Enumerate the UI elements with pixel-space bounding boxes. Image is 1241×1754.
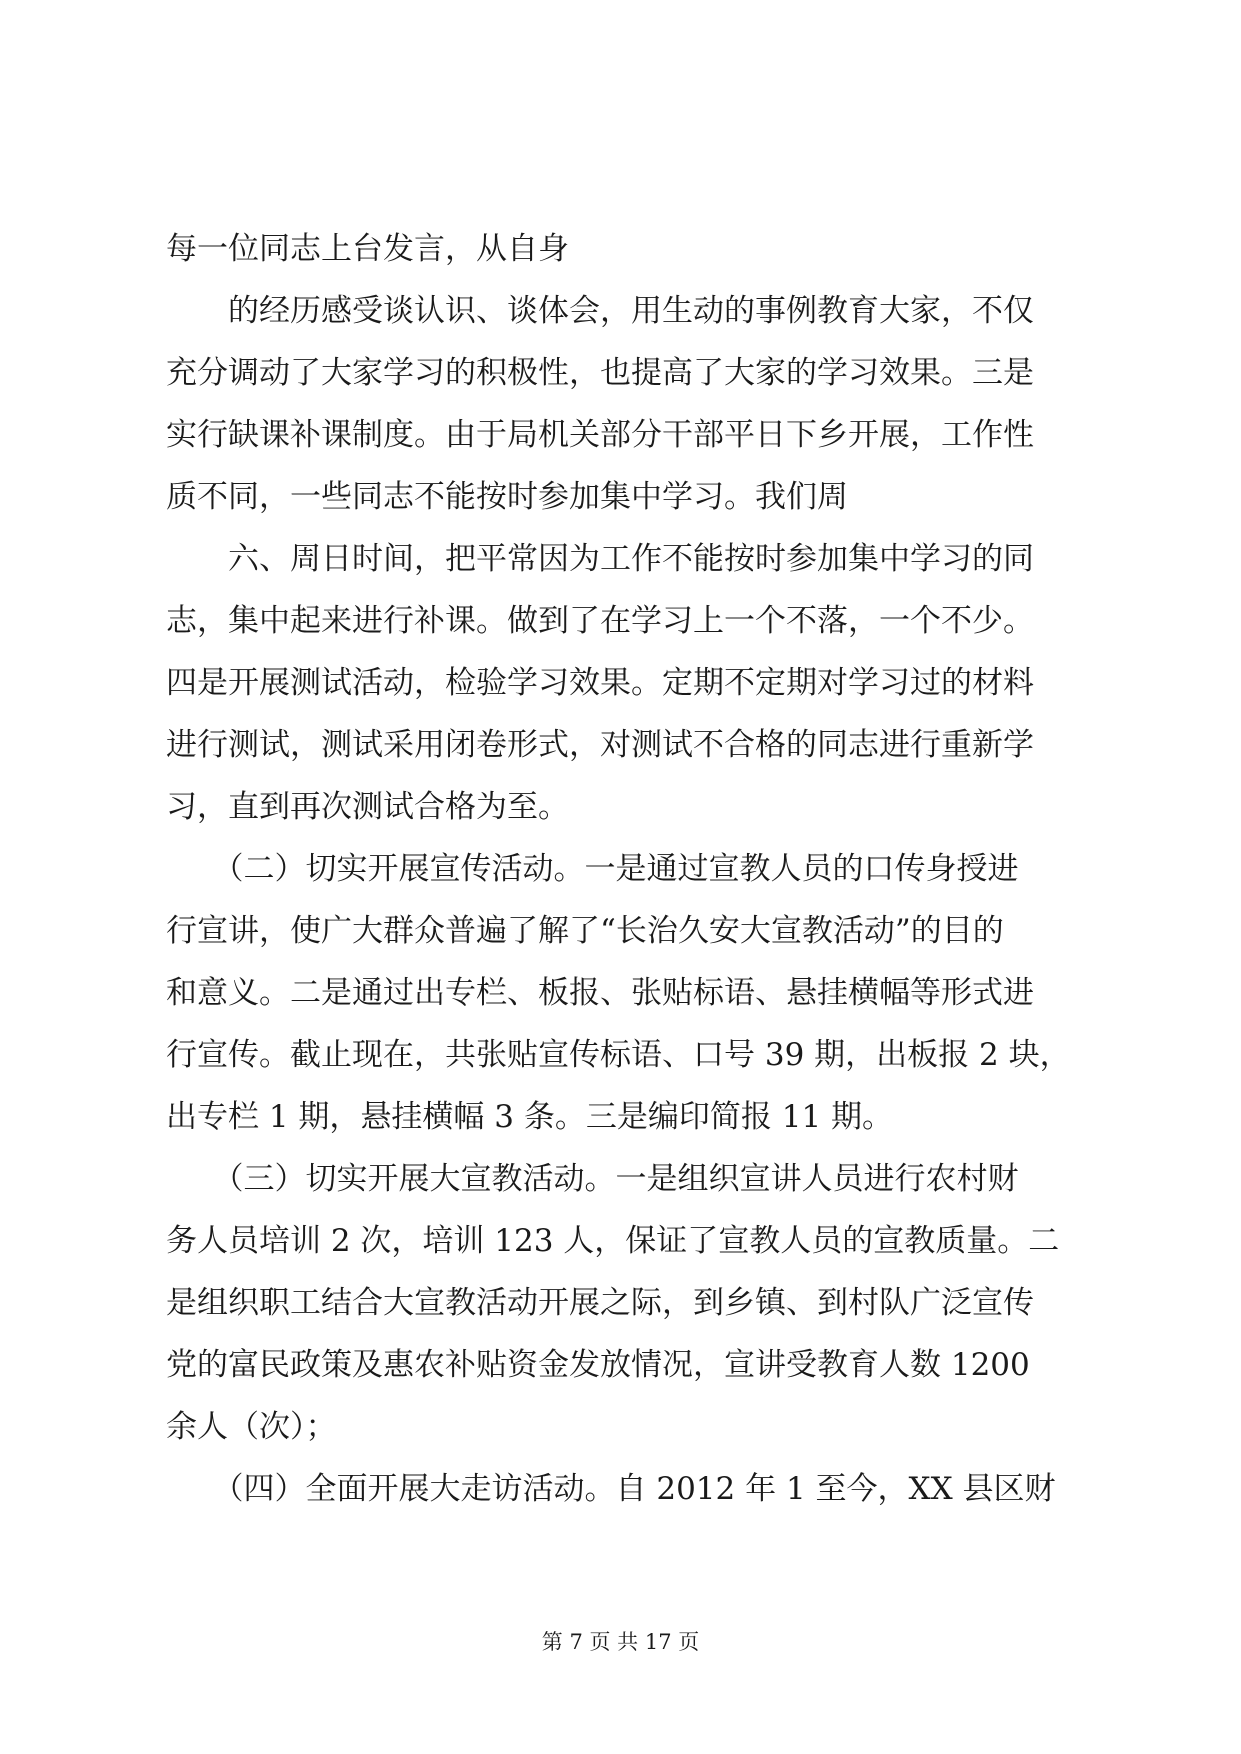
text-line: 是组织职工结合大宣教活动开展之际，到乡镇、到村队广泛宣传 [166,1285,1034,1321]
text-line: 实行缺课补课制度。由于局机关部分干部平日下乡开展，工作性 [166,417,1034,453]
text-line: 务人员培训 2 次，培训 123 人，保证了宣教人员的宣教质量。二 [166,1223,1060,1259]
text-line: 充分调动了大家学习的积极性，也提高了大家的学习效果。三是 [166,355,1034,391]
text-line: 余人（次）； [166,1409,337,1445]
text-line: 六、周日时间，把平常因为工作不能按时参加集中学习的同 [166,541,1034,577]
text-line: 质不同，一些同志不能按时参加集中学习。我们周 [166,479,848,515]
text-line: 每一位同志上台发言，从自身 [166,231,569,267]
text-line: 习，直到再次测试合格为至。 [166,789,569,825]
text-line: （三）切实开展大宣教活动。一是组织宣讲人员进行农村财 [166,1161,1019,1197]
text-line: 的经历感受谈认识、谈体会，用生动的事例教育大家，不仅 [166,293,1034,329]
page-number-footer: 第 7 页 共 17 页 [541,1630,700,1654]
text-line: 党的富民政策及惠农补贴资金发放情况，宣讲受教育人数 1200 [166,1347,1030,1383]
text-line: 行宣传。截止现在，共张贴宣传标语、口号 39 期，出板报 2 块， [166,1037,1071,1073]
text-line: 行宣讲，使广大群众普遍了解了“长治久安大宣教活动”的目的 [166,913,1004,949]
text-line: 和意义。二是通过出专栏、板报、张贴标语、悬挂横幅等形式进 [166,975,1034,1011]
text-line: 志，集中起来进行补课。做到了在学习上一个不落，一个不少。 [166,603,1034,639]
text-line: （四）全面开展大走访活动。自 2012 年 1 至今，XX 县区财 [166,1471,1056,1507]
text-line: 进行测试，测试采用闭卷形式，对测试不合格的同志进行重新学 [166,727,1034,763]
text-line: 出专栏 1 期，悬挂横幅 3 条。三是编印简报 11 期。 [166,1099,894,1135]
text-line: 四是开展测试活动，检验学习效果。定期不定期对学习过的材料 [166,665,1034,701]
text-line: （二）切实开展宣传活动。一是通过宣教人员的口传身授进 [166,851,1019,887]
